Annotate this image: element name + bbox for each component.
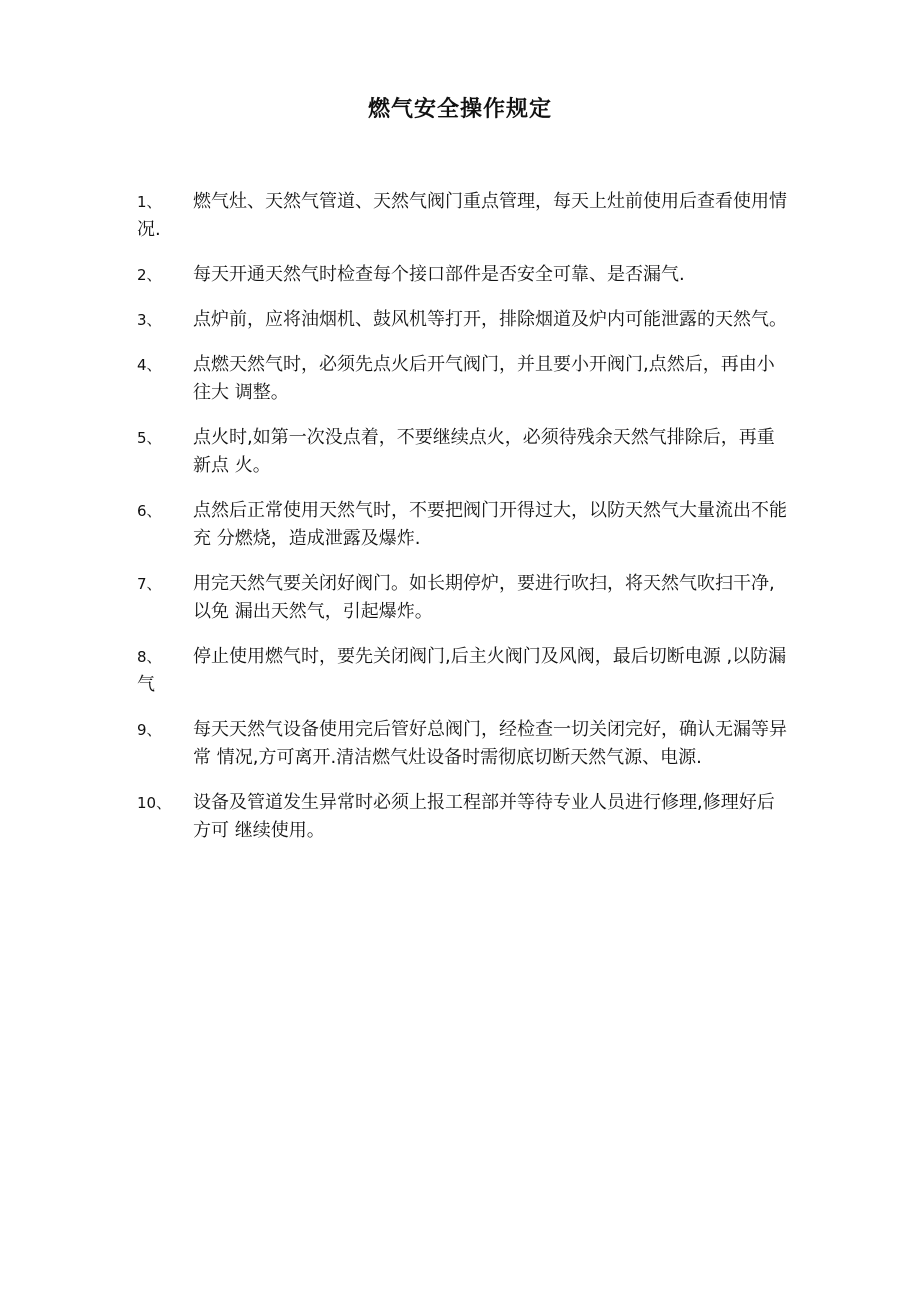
item-text: 点然后正常使用天然气时，不要把阀门开得过大，以防天然气大量流出不能充 分燃烧，造成泄露及爆炸.: [193, 500, 787, 549]
item-text: 点燃天然气时，必须先点火后开气阀门，并且要小开阀门,点然后，再由小往大 调整。: [193, 354, 775, 403]
item-text: 点火时,如第一次没点着，不要继续点火，必须待残余天然气排除后，再重新点 火。: [193, 427, 775, 476]
item-number: 1、: [137, 193, 162, 211]
list-item: [137, 351, 787, 407]
item-number: 6、: [137, 502, 162, 520]
list-item: [137, 306, 787, 334]
list-item: [137, 188, 787, 244]
item-number: 9、: [137, 721, 162, 739]
item-text: 每天天然气设备使用完后管好总阀门，经检查一切关闭完好，确认无漏等异常 情况,方可离开.清洁燃气灶设备时需彻底切断天然气源、电源.: [193, 719, 787, 768]
list-item: [137, 643, 787, 699]
item-text: 设备及管道发生异常时必须上报工程部并等待专业人员进行修理,修理好后方可 继续使用。: [193, 792, 775, 841]
item-text: 点炉前，应将油烟机、鼓风机等打开，排除烟道及炉内可能泄露的天然气。: [193, 309, 787, 330]
list-item: [137, 570, 787, 626]
item-number: 2、: [137, 266, 162, 284]
item-number: 7、: [137, 575, 162, 593]
list-item: [137, 716, 787, 772]
item-number: 4、: [137, 356, 162, 374]
list-item: [137, 497, 787, 553]
item-number: 3、: [137, 311, 162, 329]
list-item: [137, 424, 787, 480]
item-text: 用完天然气要关闭好阀门。如长期停炉，要进行吹扫，将天然气吹扫干净,以免 漏出天然气，引起爆炸。: [193, 573, 775, 622]
item-number: 8、: [137, 648, 162, 666]
document-title: 燃气安全操作规定: [367, 97, 552, 122]
item-number: 10、: [137, 794, 172, 812]
item-text: 每天开通天然气时检查每个接口部件是否安全可靠、是否漏气.: [193, 264, 685, 285]
list-item: [137, 261, 787, 289]
item-number: 5、: [137, 429, 162, 447]
list-item: [137, 789, 787, 845]
rules-list: [137, 188, 787, 862]
item-text: 停止使用燃气时，要先关闭阀门,后主火阀门及风阀，最后切断电源 ,以防漏气: [137, 646, 787, 695]
item-text: 燃气灶、天然气管道、天然气阀门重点管理，每天上灶前使用后查看使用情况.: [137, 191, 787, 240]
